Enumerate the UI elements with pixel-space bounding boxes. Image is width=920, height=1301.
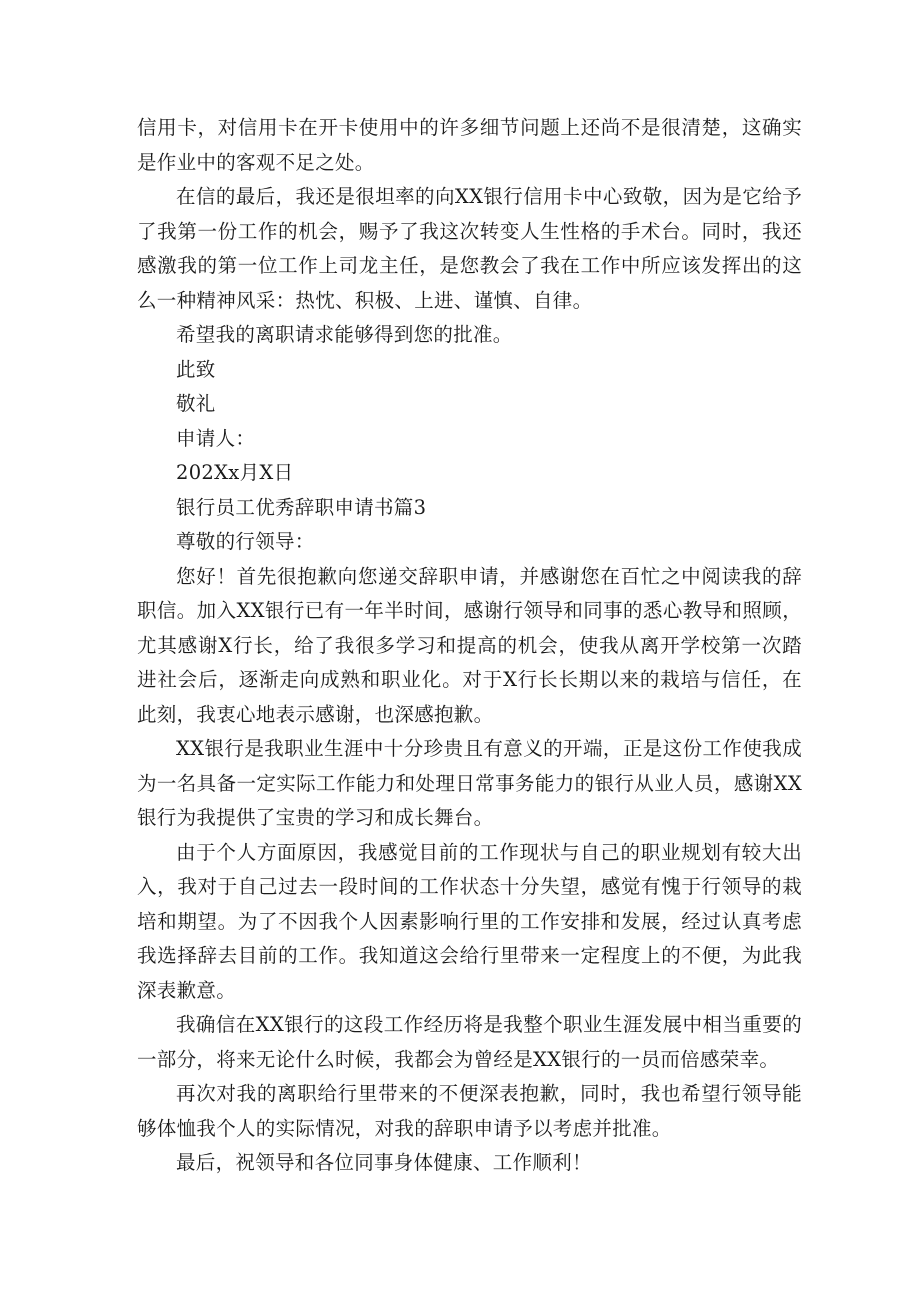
paragraph-request-approval: 希望我的离职请求能够得到您的批准。 bbox=[176, 323, 513, 346]
signature-date: 202Xx月X日 bbox=[176, 461, 294, 484]
closing-jingli: 敬礼 bbox=[176, 392, 216, 415]
paragraph-continuation: 信用卡，对信用卡在开卡使用中的许多细节问题上还尚不是很清楚，这确实是作业中的客观不足之处。 bbox=[137, 116, 802, 174]
paragraph-opening: 您好！首先很抱歉向您递交辞职申请，并感谢您在百忙之中阅读我的辞职信。加入XX银行已有一年半时间，感谢行领导和同事的悉心教导和照顾，尤其感谢X行长，给了我很多学习和提高的机会，使我从离开学校第一次踏进社会后，逐渐走向成熟和职业化。对于X行长长期以来的栽培与信任，在此刻，我衷心地表示感谢，也深感抱歉。 bbox=[137, 564, 802, 726]
section-heading: 银行员工优秀辞职申请书篇3 bbox=[176, 495, 427, 519]
document-body bbox=[137, 111, 802, 1181]
paragraph-experience: 我确信在XX银行的这段工作经历将是我整个职业生涯发展中相当重要的一部分，将来无论什么时候，我都会为曾经是XX银行的一员而倍感荣幸。 bbox=[137, 1013, 802, 1071]
paragraph-reason: 由于个人方面原因，我感觉目前的工作现状与自己的职业规划有较大出入，我对于自己过去一段时间的工作状态十分失望，感觉有愧于行领导的栽培和期望。为了不因我个人因素影响行里的工作安排和发展，经过认真考虑我选择辞去目前的工作。我知道这会给行里带来一定程度上的不便，为此我深表歉意。 bbox=[137, 840, 802, 1002]
paragraph-salute-bank: 在信的最后，我还是很坦率的向XX银行信用卡中心致敬，因为是它给予了我第一份工作的机会，赐予了我这次转变人生性格的手术台。同时，我还感激我的第一位工作上司龙主任，是您教会了我在工作中所应该发挥出的这么一种精神风采：热忱、积极、上进、谨慎、自律。 bbox=[137, 185, 802, 312]
paragraph-apology: 再次对我的离职给行里带来的不便深表抱歉，同时，我也希望行领导能够体恤我个人的实际情况，对我的辞职申请予以考虑并批准。 bbox=[137, 1082, 802, 1140]
closing-cizhi: 此致 bbox=[176, 357, 216, 381]
letter-greeting: 尊敬的行领导： bbox=[176, 530, 315, 553]
signature-applicant: 申请人： bbox=[176, 426, 256, 450]
paragraph-career-start: XX银行是我职业生涯中十分珍贵且有意义的开端，正是这份工作使我成为一名具备一定实际工作能力和处理日常事务能力的银行从业人员，感谢XX银行为我提供了宝贵的学习和成长舞台。 bbox=[137, 737, 802, 829]
paragraph-wishes: 最后，祝领导和各位同事身体健康、工作顺利！ bbox=[176, 1151, 592, 1174]
